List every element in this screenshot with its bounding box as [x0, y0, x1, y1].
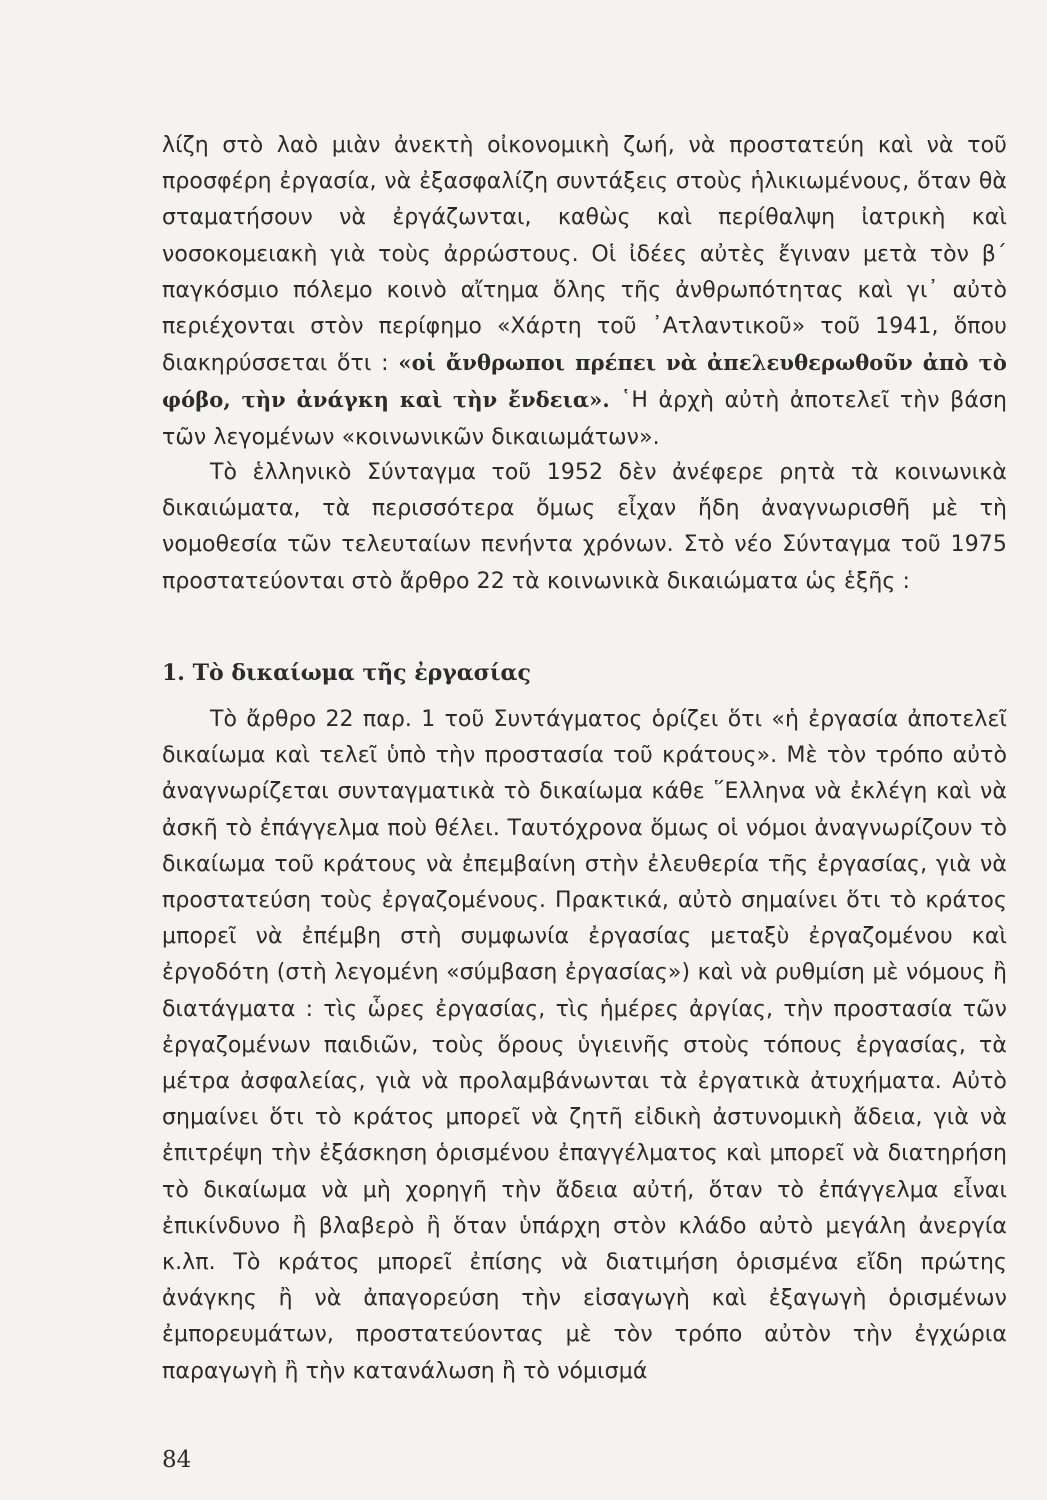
- section-heading: 1. Τὸ δικαίωμα τῆς ἐργασίας: [162, 660, 531, 686]
- paragraph-1: [162, 128, 1007, 456]
- paragraph-2: Τὸ ἑλληνικὸ Σύνταγμα τοῦ 1952 δὲν ἀνέφερε ρητὰ τὰ κοινωνικὰ δικαιώματα, τὰ περισσότερα ὅμως εἶχαν ἤδη ἀναγνωρισθῆ μὲ τὴ νομοθεσία τῶν τελευταίων πενήντα χρόνων. Στὸ νέο Σύνταγμα τοῦ 1975 προστατεύονται στὸ ἄρθρο 22 τὰ κοινωνικὰ δικαιώματα ὡς ἑξῆς :: [162, 460, 1007, 594]
- paragraph-1-text-after: ῾Η ἀρχὴ αὐτὴ ἀποτελεῖ τὴν βάση τῶν λεγομένων «κοινωνικῶν δικαιωμάτων».: [162, 388, 1008, 450]
- page-number: 84: [162, 1447, 192, 1473]
- paragraph-1-bold-quote: «οἱ ἄνθρωποι πρέπει νὰ ἀπελευθερωθοῦν ἀπὸ τὸ φόβο, τὴν ἀνάγκη καὶ τὴν ἔνδεια».: [162, 350, 1007, 413]
- paragraph-1-text-before: λίζη στὸ λαὸ μιὰν ἀνεκτὴ οἰκονομικὴ ζωή, νὰ προστατεύη καὶ νὰ τοῦ προσφέρη ἐργασία, νὰ ἐξασφαλίζη συντάξεις στοὺς ἡλικιωμένους, ὅταν θὰ σταματήσουν νὰ ἐργάζωνται, καθὼς καὶ περίθαλψη ἰατρικὴ καὶ νοσοκομειακὴ γιὰ τοὺς ἀρρώστους. Οἱ ἰδέες αὐτὲς ἔγιναν μετὰ τὸν β΄ παγκόσμιο πόλεμο κοινὸ αἴτημα ὅλης τῆς ἀνθρωπότητας καὶ γι᾽ αὐτὸ περιέχονται στὸν περίφημο «Χάρτη τοῦ ᾿Ατλαντικοῦ» τοῦ 1941, ὅπου διακηρύσσεται ὅτι :: [162, 133, 1007, 377]
- paragraph-3: Τὸ ἄρθρο 22 παρ. 1 τοῦ Συντάγματος ὁρίζει ὅτι «ἡ ἐργασία ἀποτελεῖ δικαίωμα καὶ τελεῖ ὑπὸ τὴν προστασία τοῦ κράτους». Μὲ τὸν τρόπο αὐτὸ ἀναγνωρίζεται συνταγματικὰ τὸ δικαίωμα κάθε ῞Ελληνα νὰ ἐκλέγη καὶ νὰ ἀσκῆ τὸ ἐπάγγελμα ποὺ θέλει. Ταυτόχρονα ὅμως οἱ νόμοι ἀναγνωρίζουν τὸ δικαίωμα τοῦ κράτους νὰ ἐπεμβαίνη στὴν ἐλευθερία τῆς ἐργασίας, γιὰ νὰ προστατεύση τοὺς ἐργαζομένους. Πρακτικά, αὐτὸ σημαίνει ὅτι τὸ κράτος μπορεῖ νὰ ἐπέμβη στὴ συμφωνία ἐργασίας μεταξὺ ἐργαζομένου καὶ ἐργοδότη (στὴ λεγομένη «σύμβαση ἐργασίας») καὶ νὰ ρυθμίση μὲ νόμους ἢ διατάγματα : τὶς ὧρες ἐργασίας, τὶς ἡμέρες ἀργίας, τὴν προστασία τῶν ἐργαζομένων παιδιῶν, τοὺς ὅρους ὑγιεινῆς στοὺς τόπους ἐργασίας, τὰ μέτρα ἀσφαλείας, γιὰ νὰ προλαμβάνωνται τὰ ἐργατικὰ ἀτυχήματα. Αὐτὸ σημαίνει ὅτι τὸ κράτος μπορεῖ νὰ ζητῆ εἰδικὴ ἀστυνομικὴ ἄδεια, γιὰ νὰ ἐπιτρέψη τὴν ἐξάσκηση ὁρισμένου ἐπαγγέλματος καὶ μπορεῖ νὰ διατηρήση τὸ δικαίωμα νὰ μὴ χορηγῆ τὴν ἄδεια αὐτή, ὅταν τὸ ἐπάγγελμα εἶναι ἐπικίνδυνο ἢ βλαβερὸ ἢ ὅταν ὑπάρχη στὸν κλάδο αὐτὸ μεγάλη ἀνεργία κ.λπ. Τὸ κράτος μπορεῖ ἐπίσης νὰ διατιμήση ὁρισμένα εἴδη πρώτης ἀνάγκης ἢ νὰ ἀπαγορεύση τὴν εἰσαγωγὴ καὶ ἐξαγωγὴ ὁρισμένων ἐμπορευμάτων, προστατεύοντας μὲ τὸν τρόπο αὐτὸν τὴν ἐγχώρια παραγωγὴ ἢ τὴν κατανάλωση ἢ τὸ νόμισμά: [162, 707, 1007, 1384]
